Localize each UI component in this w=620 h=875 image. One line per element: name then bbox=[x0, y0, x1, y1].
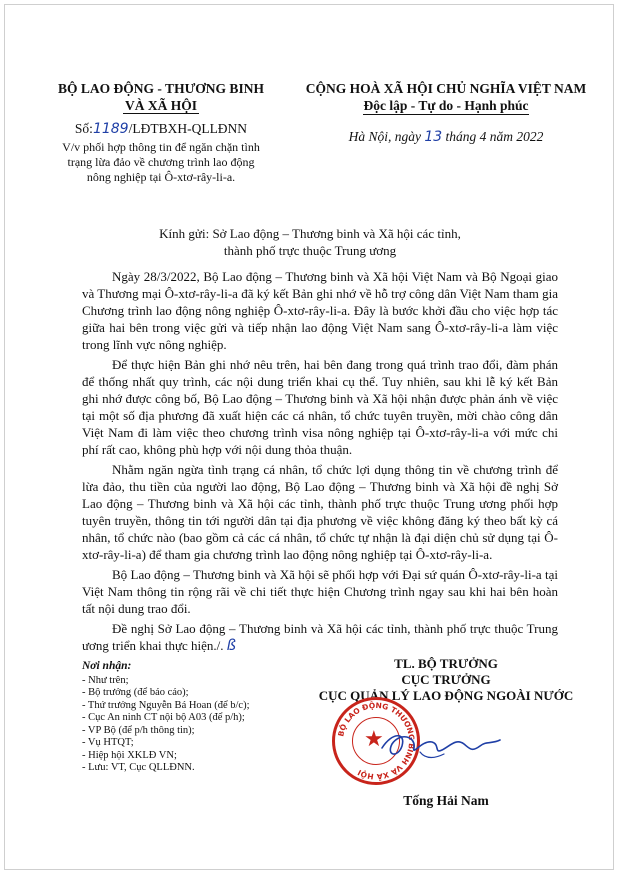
doc-no-handwritten: 1189 bbox=[92, 121, 129, 137]
recipient-item: - Lưu: VT, Cục QLLĐNN. bbox=[82, 762, 195, 773]
recipient-item: - Vụ HTQT; bbox=[82, 737, 134, 748]
national-title bbox=[296, 80, 596, 115]
subject-line2: trạng lừa đảo về chương trình lao động bbox=[67, 155, 255, 169]
letter-body bbox=[82, 268, 558, 654]
initial-mark: ß bbox=[226, 636, 236, 654]
document-number bbox=[42, 120, 280, 138]
doc-no-suffix: /LĐTBXH-QLLĐNN bbox=[128, 121, 248, 136]
recipient-item: - Thứ trưởng Nguyễn Bá Hoan (để b/c); bbox=[82, 699, 250, 711]
ministry-line1: BỘ LAO ĐỘNG - THƯƠNG BINH bbox=[58, 81, 264, 96]
date-prefix: Hà Nội, ngày bbox=[348, 129, 421, 144]
recipients-title: Nơi nhận: bbox=[82, 660, 132, 672]
recipient-item: - Hiệp hội XKLĐ VN; bbox=[82, 749, 177, 761]
doc-no-prefix: Số: bbox=[74, 121, 93, 136]
handwritten-signature bbox=[376, 726, 506, 766]
paragraph-2: Để thực hiện Bản ghi nhớ nêu trên, hai bên đang trong quá trình trao đổi, đàm phán để thống nhất quy trình, các nội dung triển khai cụ thể. Tuy nhiên, sau khi lễ ký kết Bản ghi nhớ được công bố, Bộ Lao động – Thương binh và Xã hội nhận được phản ánh về việc tại một số địa phương đã xuất hiện các cá nhân, tổ chức tuyên truyền, mời chào công dân Việt Nam đi làm việc theo chương trình visa nông nghiệp tại Ô-xtơ-rây-li-a với mức chi phí rất cao, không phù hợp với nội dung thỏa thuận. bbox=[82, 357, 558, 457]
ministry-line2: VÀ XÃ HỘI bbox=[124, 98, 197, 113]
signature-line1: TL. BỘ TRƯỞNG bbox=[394, 656, 498, 671]
paragraph-5-text: Đề nghị Sở Lao động – Thương binh và Xã hội các tỉnh, thành phố trực thuộc Trung ương triển khai thực hiện./. bbox=[82, 621, 558, 653]
paragraph-5 bbox=[82, 620, 558, 654]
date-suffix: tháng 4 năm 2022 bbox=[445, 129, 544, 144]
addressee bbox=[60, 225, 560, 259]
subject-block bbox=[42, 140, 280, 185]
addressee-line2: thành phố trực thuộc Trung ương bbox=[223, 243, 397, 258]
star-icon: ★ bbox=[364, 726, 384, 751]
subject-line3: nông nghiệp tại Ô-xtơ-rây-li-a. bbox=[86, 170, 236, 184]
date-line bbox=[296, 128, 596, 146]
paragraph-3: Nhằm ngăn ngừa tình trạng cá nhân, tổ chức lợi dụng thông tin về chương trình để lừa đảo, thu tiền của người lao động, Bộ Lao động – Thương binh và Xã hội đề nghị Sở Lao động – Thương binh và Xã hội các tỉnh, thành phố trực thuộc Trung ương phối hợp tuyên truyền, thông tin tới người dân tại địa phương về việc không đăng ký theo bất kỳ cá nhân, tổ chức nào (bao gồm cả các cá nhân, tổ chức tự nhận là đại diện chủ sử dụng tại Ô-xtơ-rây-li-a) để tham gia chương trình lao động nông nghiệp tại Ô-xtơ-rây-li-a. bbox=[82, 462, 558, 562]
recipients-block bbox=[82, 660, 302, 775]
paragraph-4: Bộ Lao động – Thương binh và Xã hội sẽ phối hợp với Đại sứ quán Ô-xtơ-rây-li-a tại Việt Nam thông tin rộng rãi về chi tiết thực hiện Chương trình ngay sau khi hai bên hoàn tất nội dung trao đổi. bbox=[82, 567, 558, 616]
motto: Độc lập - Tự do - Hạnh phúc bbox=[363, 98, 529, 113]
recipient-item: - Cục An ninh CT nội bộ A03 (để p/h); bbox=[82, 712, 245, 723]
svg-text:BỘ LAO ĐỘNG THƯƠNG BINH VÀ XÃ: BỘ LAO ĐỘNG THƯƠNG BINH VÀ XÃ HỘI bbox=[336, 700, 417, 782]
recipient-item: - Bộ trưởng (để báo cáo); bbox=[82, 687, 189, 698]
ministry-name bbox=[42, 80, 280, 114]
country-name: CỘNG HOÀ XÃ HỘI CHỦ NGHĨA VIỆT NAM bbox=[305, 81, 587, 96]
subject-line1: V/v phối hợp thông tin để ngăn chặn tình bbox=[62, 140, 260, 154]
recipient-item: - VP Bộ (để p/h thông tin); bbox=[82, 724, 195, 736]
paragraph-1: Ngày 28/3/2022, Bộ Lao động – Thương binh và Xã hội Việt Nam và Bộ Ngoại giao và Thương mại Ô-xtơ-rây-li-a đã ký kết Bản ghi nhớ về hỗ trợ công dân Việt Nam tham gia Chương trình lao động nông nghiệp Ô-xtơ-rây-li-a. Đây là bước khởi đầu cho việc hợp tác giữa hai bên trong việc gửi và tiếp nhận lao động Việt Nam sang Ô-xtơ-rây-li-a làm việc trong lĩnh vực nông nghiệp. bbox=[82, 269, 558, 352]
signature-line3: CỤC QUẢN LÝ LAO ĐỘNG NGOÀI NƯỚC bbox=[318, 688, 574, 703]
recipient-item: - Như trên; bbox=[82, 674, 129, 686]
date-day-handwritten: 13 bbox=[424, 129, 443, 145]
signature-line2: CỤC TRƯỞNG bbox=[401, 672, 491, 687]
signer-name: Tống Hải Nam bbox=[403, 793, 489, 808]
addressee-line1: Kính gửi: Sở Lao động – Thương binh và Xã hội các tỉnh, bbox=[159, 226, 461, 241]
